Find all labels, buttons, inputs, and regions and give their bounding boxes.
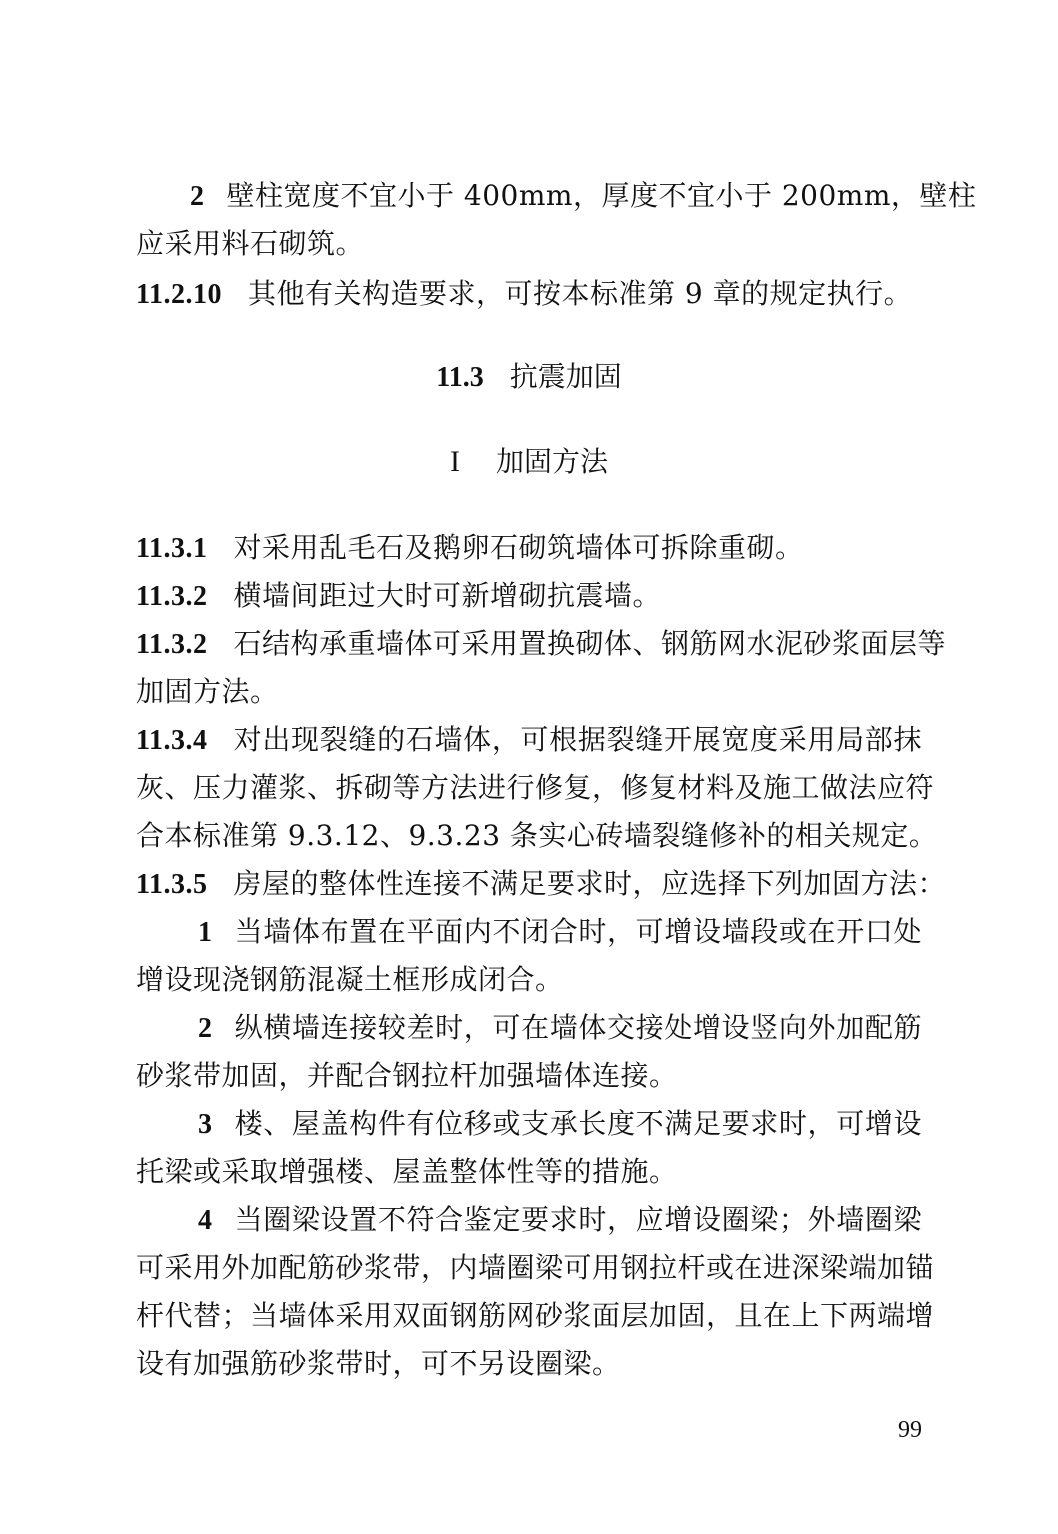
section-number: 11.3	[436, 362, 484, 393]
item-text: 当圈梁设置不符合鉴定要求时，应增设圈梁；外墙圈梁	[234, 1203, 922, 1236]
subsection-title-text: 加固方法	[495, 445, 608, 478]
clause-11-3-4-line-1	[136, 716, 922, 765]
clause-11-3-5	[136, 860, 946, 909]
section-title-text: 抗震加固	[509, 360, 622, 393]
clause-text: 对采用乱毛石及鹅卵石砌筑墙体可拆除重砌。	[233, 531, 804, 564]
item-text: 纵横墙连接较差时，可在墙体交接处增设竖向外加配筋	[234, 1011, 922, 1044]
item-text: 砂浆带加固，并配合钢拉杆加强墙体连接。	[136, 1059, 678, 1092]
clause-11-3-4-line-3	[136, 812, 938, 860]
sub-item-2-line-2	[136, 1052, 922, 1100]
clause-number: 11.3.2	[136, 581, 208, 612]
item-number: 1	[198, 917, 213, 948]
item-number: 3	[198, 1109, 213, 1140]
sub-item-3-line-2	[136, 1148, 922, 1196]
clause-text: 房屋的整体性连接不满足要求时，应选择下列加固方法：	[233, 867, 946, 900]
clause-11-3-1	[136, 524, 922, 573]
clause-text: 对出现裂缝的石墙体，可根据裂缝开展宽度采用局部抹	[233, 723, 922, 756]
clause-11-2-10	[136, 270, 922, 319]
sub-item-1-line-2	[136, 956, 922, 1004]
item-text: 楼、屋盖构件有位移或支承长度不满足要求时，可增设	[234, 1107, 922, 1140]
item-2-line-1	[190, 172, 977, 221]
clause-number: 11.3.4	[136, 725, 208, 756]
subsection-roman-numeral: I	[449, 445, 460, 478]
clause-text: 灰、压力灌浆、拆砌等方法进行修复，修复材料及施工做法应符	[136, 771, 935, 804]
item-text: 增设现浇钢筋混凝土框形成闭合。	[136, 963, 564, 996]
clause-11-3-2b-line-2	[136, 668, 922, 716]
sub-item-1-line-1	[198, 908, 922, 957]
clause-text: 加固方法。	[136, 675, 279, 708]
sub-item-4-line-4	[136, 1340, 922, 1388]
clause-11-3-4-line-2	[136, 764, 935, 812]
page-number: 99	[898, 1417, 922, 1443]
clause-text: 其他有关构造要求，可按本标准第 9 章的规定执行。	[247, 277, 913, 310]
item-text: 托梁或采取增强楼、屋盖整体性等的措施。	[136, 1155, 678, 1188]
item-text: 壁柱宽度不宜小于 400mm，厚度不宜小于 200mm，壁柱	[226, 179, 977, 212]
sub-item-3-line-1	[198, 1100, 922, 1149]
item-number: 2	[190, 181, 205, 212]
item-text: 设有加强筋砂浆带时，可不另设圈梁。	[136, 1347, 621, 1380]
clause-number: 11.3.1	[136, 533, 208, 564]
clause-text: 石结构承重墙体可采用置换砌体、钢筋网水泥砂浆面层等	[233, 627, 946, 660]
item-text: 应采用料石砌筑。	[136, 227, 365, 260]
item-number: 4	[198, 1205, 213, 1236]
clause-text: 横墙间距过大时可新增砌抗震墙。	[233, 579, 661, 612]
clause-11-3-2	[136, 572, 922, 621]
clause-number: 11.3.2	[136, 629, 208, 660]
item-text: 杆代替；当墙体采用双面钢筋网砂浆面层加固，且在上下两端增	[136, 1299, 935, 1332]
clause-number: 11.2.10	[136, 279, 222, 310]
item-text: 可采用外加配筋砂浆带，内墙圈梁可用钢拉杆或在进深梁端加锚	[136, 1251, 935, 1284]
sub-item-4-line-3	[136, 1292, 935, 1340]
clause-number: 11.3.5	[136, 869, 208, 900]
item-number: 2	[198, 1013, 213, 1044]
sub-item-2-line-1	[198, 1004, 922, 1053]
item-text: 当墙体布置在平面内不闭合时，可增设墙段或在开口处	[234, 915, 922, 948]
clause-11-3-2b-line-1	[136, 620, 946, 669]
item-2-line-2	[136, 220, 922, 268]
section-heading	[0, 353, 1058, 402]
sub-item-4-line-1	[198, 1196, 922, 1245]
subsection-heading	[0, 438, 1058, 486]
sub-item-4-line-2	[136, 1244, 935, 1292]
clause-text: 合本标准第 9.3.12、9.3.23 条实心砖墙裂缝修补的相关规定。	[136, 819, 938, 852]
